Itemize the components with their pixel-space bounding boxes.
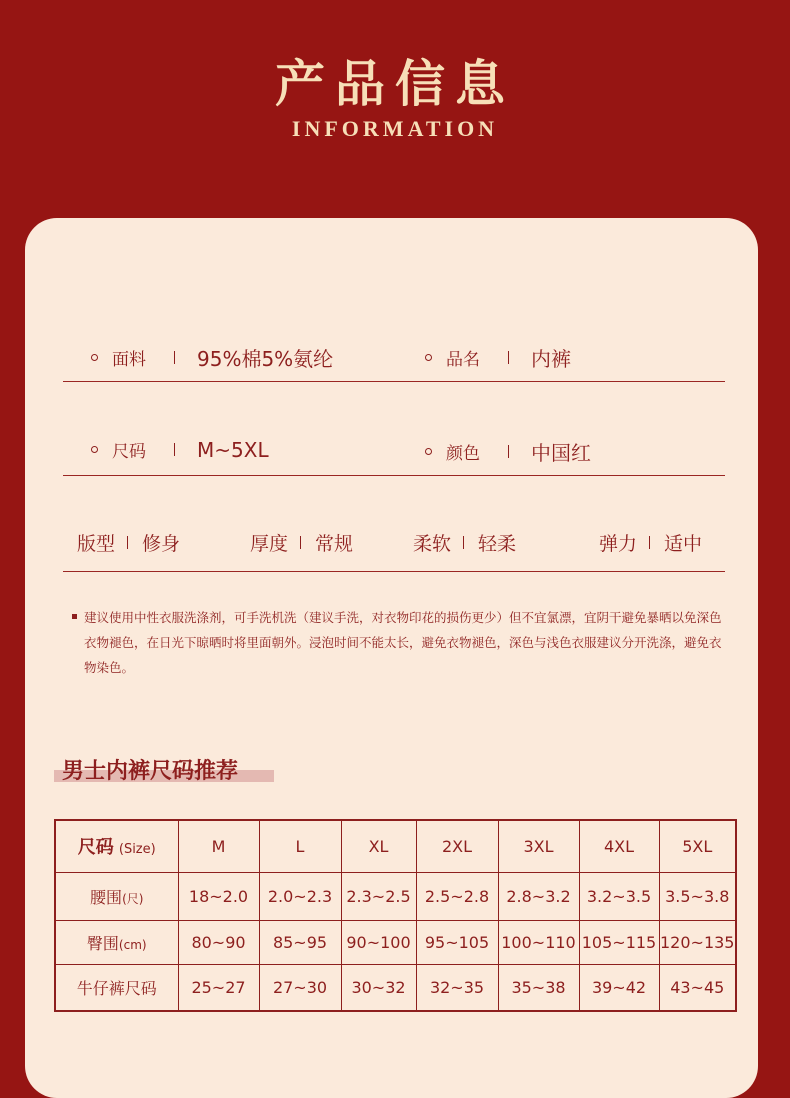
- attr-thickness-value: 常规: [315, 533, 354, 555]
- spec-size: [91, 437, 269, 462]
- spec-fabric-label: 面料: [112, 350, 146, 370]
- header-size-sub: (Size): [118, 842, 156, 858]
- care-note: 建议使用中性衣服洗涤剂，可手洗机洗（建议手洗，对衣物印花的损伤更少）但不宜氯漂，宜阴干避免暴晒以免深色衣物褪色，在日光下晾晒时将里面朝外。浸泡时间不能太长，避免衣物褪色，深色与浅色衣服建议分开洗涤，避免衣物染色。: [84, 610, 722, 675]
- spec-name-label: 品名: [446, 350, 480, 370]
- spec-size-value: M~5XL: [197, 437, 269, 462]
- circle-bullet-icon: [425, 354, 432, 361]
- table-cell: 18~2.0: [178, 872, 259, 920]
- row-unit: (cm): [118, 937, 147, 952]
- attr-fit-value: 修身: [142, 533, 181, 555]
- table-row: [55, 920, 736, 964]
- attr-elasticity: [599, 529, 702, 556]
- table-cell: 25~27: [178, 964, 259, 1011]
- table-cell: 35~38: [498, 964, 579, 1011]
- header-cell-size: [55, 820, 178, 872]
- square-bullet-icon: [72, 614, 77, 619]
- header-cell: XL: [341, 820, 416, 872]
- attr-fit: [77, 529, 180, 556]
- attr-softness-label: 柔软: [413, 533, 452, 555]
- spec-color: [425, 437, 591, 466]
- divider: [174, 351, 175, 364]
- row-unit: (尺): [122, 891, 144, 906]
- spec-fabric-value: 95%棉5%氨纶: [197, 347, 334, 371]
- table-cell: 2.3~2.5: [341, 872, 416, 920]
- table-row: [55, 872, 736, 920]
- row-divider: [63, 381, 725, 382]
- attr-fit-label: 版型: [77, 533, 116, 555]
- header-cell: L: [259, 820, 341, 872]
- table-cell: 80~90: [178, 920, 259, 964]
- spec-fabric: [91, 343, 333, 372]
- row-label-text: 臀围: [86, 933, 119, 953]
- row-label-text: 牛仔裤尺码: [76, 978, 157, 998]
- table-cell: 27~30: [259, 964, 341, 1011]
- circle-bullet-icon: [425, 448, 432, 455]
- size-table: [54, 819, 737, 1012]
- spec-color-value: 中国红: [531, 441, 591, 465]
- table-cell: 120~135: [659, 920, 736, 964]
- circle-bullet-icon: [91, 446, 98, 453]
- circle-bullet-icon: [91, 354, 98, 361]
- attr-thickness: [250, 529, 353, 556]
- table-cell: 32~35: [416, 964, 498, 1011]
- header-cell: M: [178, 820, 259, 872]
- table-row: [55, 964, 736, 1011]
- row-divider: [63, 475, 725, 476]
- table-cell: 95~105: [416, 920, 498, 964]
- attr-thickness-label: 厚度: [250, 533, 289, 555]
- row-label: [55, 872, 178, 920]
- header-cell: 2XL: [416, 820, 498, 872]
- page-title: 产品信息: [275, 54, 515, 113]
- header-size-label: 尺码: [77, 837, 114, 859]
- attr-elasticity-value: 适中: [664, 533, 703, 555]
- header-cell: 5XL: [659, 820, 736, 872]
- table-header-row: [55, 820, 736, 872]
- table-cell: 2.5~2.8: [416, 872, 498, 920]
- table-cell: 2.0~2.3: [259, 872, 341, 920]
- header-cell: 3XL: [498, 820, 579, 872]
- page-subtitle: INFORMATION: [291, 116, 499, 141]
- table-cell: 30~32: [341, 964, 416, 1011]
- spec-size-label: 尺码: [112, 442, 146, 462]
- table-cell: 90~100: [341, 920, 416, 964]
- divider: [463, 536, 464, 549]
- divider: [508, 351, 509, 364]
- spec-name: [425, 343, 571, 372]
- table-cell: 43~45: [659, 964, 736, 1011]
- table-cell: 3.5~3.8: [659, 872, 736, 920]
- divider: [127, 536, 128, 549]
- table-cell: 85~95: [259, 920, 341, 964]
- divider: [649, 536, 650, 549]
- row-divider: [63, 571, 725, 572]
- spec-name-value: 内裤: [531, 347, 571, 371]
- attr-softness-value: 轻柔: [478, 533, 517, 555]
- size-table-title: 男士内裤尺码推荐: [62, 759, 239, 784]
- table-cell: 39~42: [579, 964, 659, 1011]
- header-cell: 4XL: [579, 820, 659, 872]
- table-cell: 2.8~3.2: [498, 872, 579, 920]
- table-cell: 100~110: [498, 920, 579, 964]
- row-label: [55, 920, 178, 964]
- row-label: [55, 964, 178, 1011]
- divider: [300, 536, 301, 549]
- divider: [508, 445, 509, 458]
- attr-elasticity-label: 弹力: [599, 533, 638, 555]
- table-cell: 3.2~3.5: [579, 872, 659, 920]
- divider: [174, 443, 175, 456]
- spec-color-label: 颜色: [446, 444, 480, 464]
- attr-softness: [413, 529, 516, 556]
- row-label-text: 腰围: [90, 887, 123, 907]
- table-cell: 105~115: [579, 920, 659, 964]
